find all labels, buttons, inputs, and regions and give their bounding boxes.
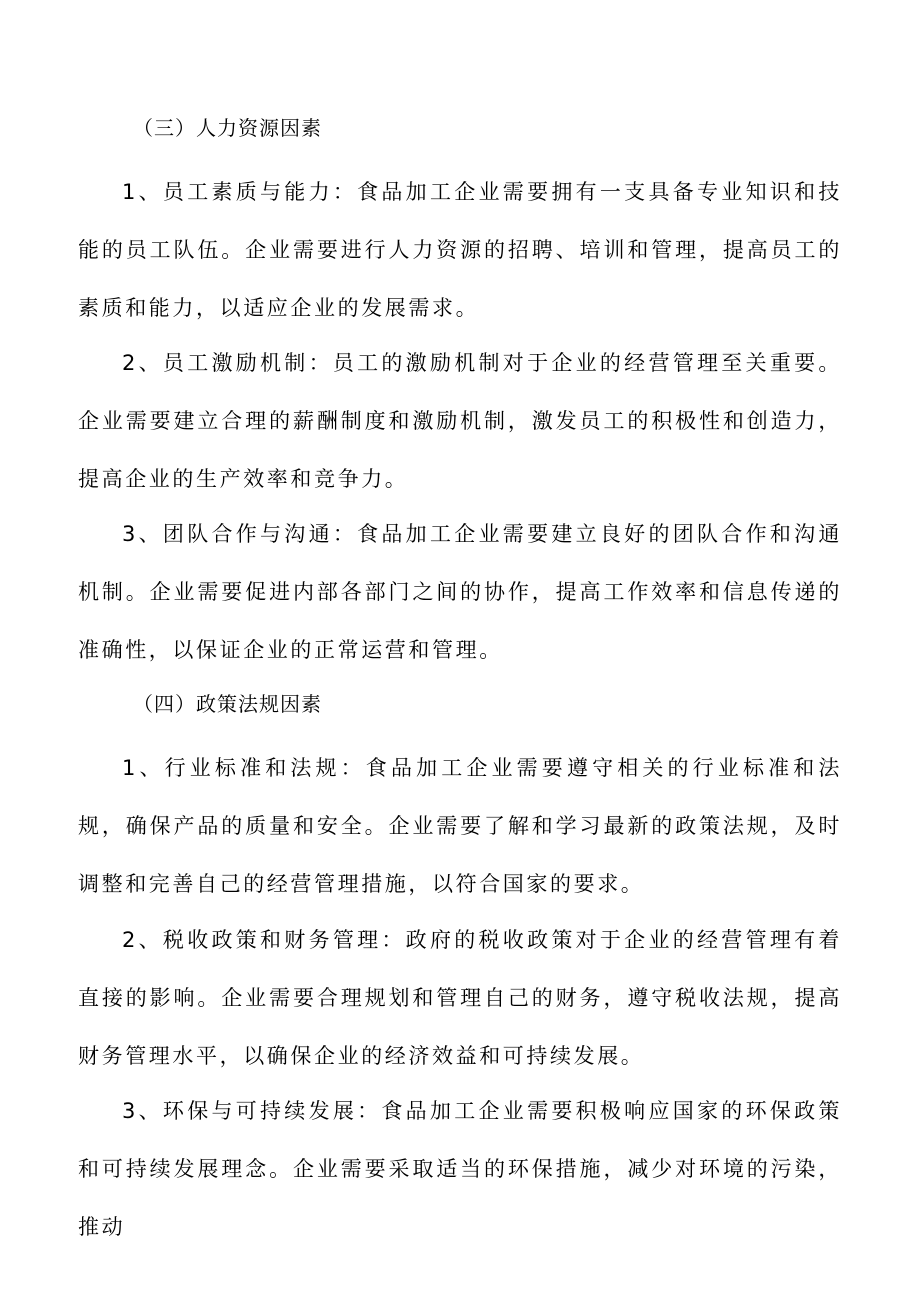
paragraph-team-communication: 3、团队合作与沟通：食品加工企业需要建立良好的团队合作和沟通机制。企业需要促进内部各部门之间的协作，提高工作效率和信息传递的准确性，以保证企业的正常运营和管理。 (78, 522, 842, 662)
paragraph-industry-standards: 1、行业标准和法规：食品加工企业需要遵守相关的行业标准和法规，确保产品的质量和安全。企业需要了解和学习最新的政策法规，及时调整和完善自己的经营管理措施，以符合国家的要求。 (78, 756, 842, 896)
section-heading-human-resources: （三）人力资源因素 (133, 116, 322, 140)
paragraph-environmental-sustainability: 3、环保与可持续发展：食品加工企业需要积极响应国家的环保政策和可持续发展理念。企业需要采取适当的环保措施，减少对环境的污染，推动 (78, 1099, 842, 1239)
paragraph-staff-quality: 1、员工素质与能力：食品加工企业需要拥有一支具备专业知识和技能的员工队伍。企业需要进行人力资源的招聘、培训和管理，提高员工的素质和能力，以适应企业的发展需求。 (78, 180, 842, 320)
paragraph-staff-incentive: 2、员工激励机制：员工的激励机制对于企业的经营管理至关重要。企业需要建立合理的薪酬制度和激励机制，激发员工的积极性和创造力，提高企业的生产效率和竞争力。 (78, 351, 842, 491)
paragraph-tax-finance: 2、税收政策和财务管理：政府的税收政策对于企业的经营管理有着直接的影响。企业需要合理规划和管理自己的财务，遵守税收法规，提高财务管理水平，以确保企业的经济效益和可持续发展。 (78, 928, 842, 1068)
section-heading-policy-regulation: （四）政策法规因素 (133, 692, 322, 716)
